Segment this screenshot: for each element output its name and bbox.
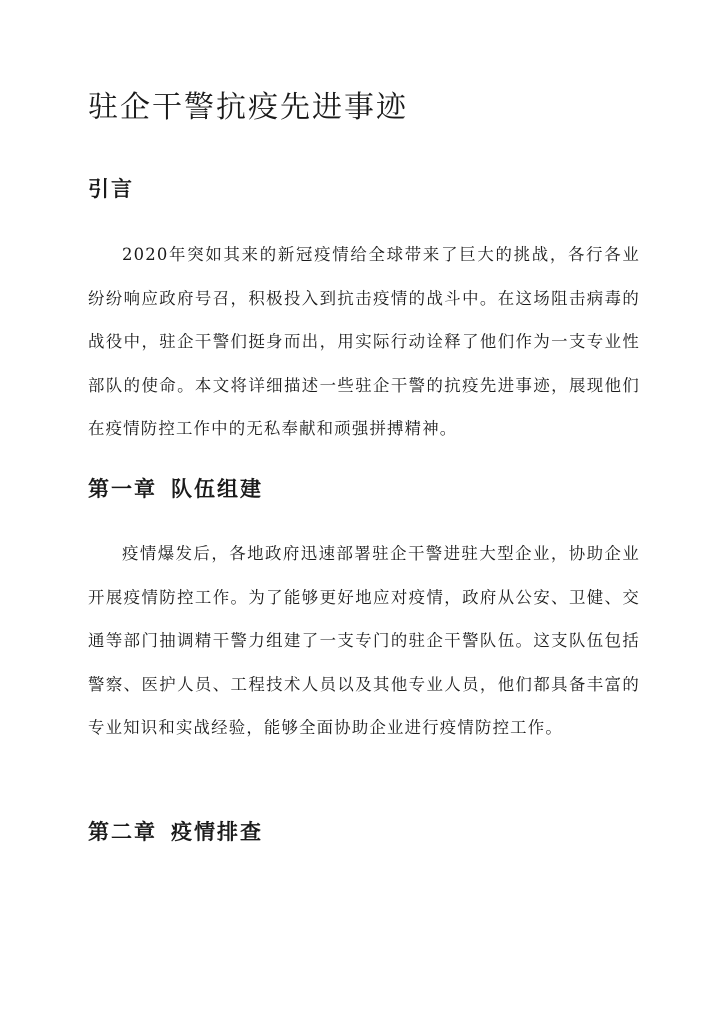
chapter-2-heading [88, 817, 263, 847]
chapter-title: 队伍组建 [171, 476, 263, 501]
chapter-1-heading [88, 474, 263, 504]
chapter-1-paragraph: 疫情爆发后，各地政府迅速部署驻企干警进驻大型企业，协助企业开展疫情防控工作。为了能够更好地应对疫情，政府从公安、卫健、交通等部门抽调精干警力组建了一支专门的驻企干警队伍。这支队伍包括警察、医护人员、工程技术人员以及其他专业人员，他们都具备丰富的专业知识和实战经验，能够全面协助企业进行疫情防控工作。 [88, 544, 640, 737]
chapter-title: 疫情排查 [171, 819, 263, 844]
section-heading-intro [88, 174, 134, 204]
chapter-number: 第一章 [88, 476, 157, 501]
chapter-number: 第二章 [88, 819, 157, 844]
section-heading-text: 引言 [88, 176, 134, 201]
document-title: 驻企干警抗疫先进事迹 [88, 90, 408, 125]
intro-paragraph: 2020年突如其来的新冠疫情给全球带来了巨大的挑战，各行各业纷纷响应政府号召，积极投入到抗击疫情的战斗中。在这场阻击病毒的战役中，驻企干警们挺身而出，用实际行动诠释了他们作为一支专业性部队的使命。本文将详细描述一些驻企干警的抗疫先进事迹，展现他们在疫情防控工作中的无私奉献和顽强拼搏精神。 [88, 245, 640, 438]
